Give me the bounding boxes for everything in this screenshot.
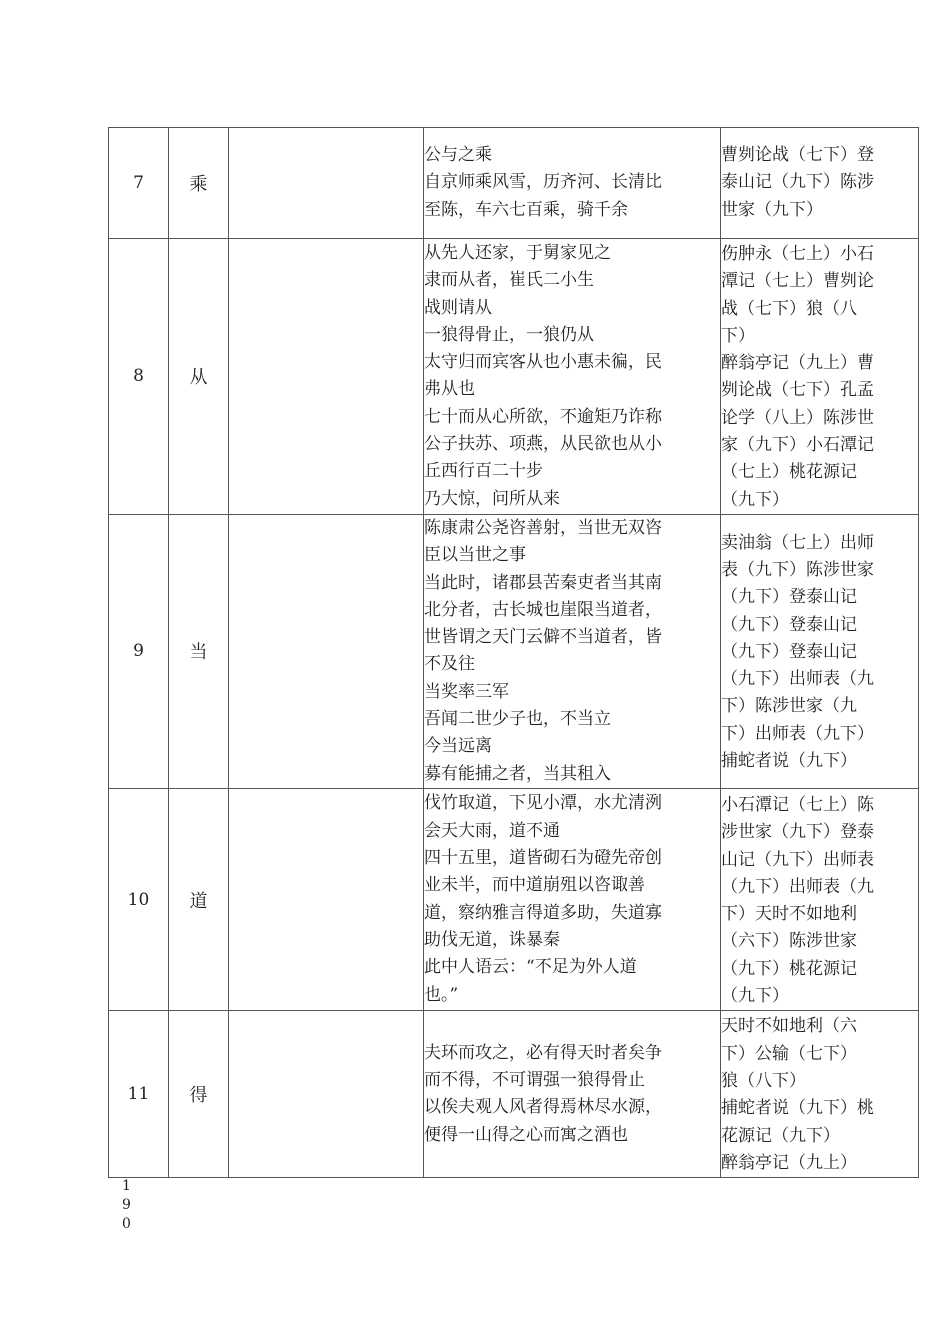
page-number-digit: 9 [122, 1197, 131, 1213]
source-line: （九下）桃花源记 [721, 958, 857, 979]
example-line: 当此时，诸郡县苦秦吏者当其南 [424, 572, 662, 593]
table-row [109, 239, 919, 515]
vocabulary-table [108, 127, 919, 1178]
source-texts [721, 239, 919, 515]
example-sentences [424, 1011, 721, 1178]
vocab-character: 乘 [169, 128, 229, 239]
example-line: 战则请从 [424, 297, 492, 318]
example-line: 公子扶苏、项燕，从民欲也从小 [424, 434, 662, 455]
example-line: 募有能捕之者，当其租入 [424, 763, 611, 784]
source-line: 捕蛇者说（九下）桃 [721, 1098, 874, 1119]
vocab-character: 当 [169, 514, 229, 788]
example-sentences [424, 239, 721, 515]
source-line: 山记（九下）出师表 [721, 849, 874, 870]
example-line: 便得一山得之心而寓之酒也 [424, 1124, 628, 1145]
source-line: 涉世家（九下）登泰 [721, 822, 874, 843]
example-line: 陈康肃公尧咨善射，当世无双咨 [424, 517, 662, 538]
example-line: 隶而从者，崔氏二小生 [424, 270, 594, 291]
source-line: 花源记（九下） [721, 1125, 840, 1146]
meaning-cell [229, 239, 424, 515]
source-line: 下）出师表（九下） [721, 723, 874, 744]
example-line: 乃大惊，问所从来 [424, 488, 560, 509]
source-line: 卖油翁（七上）出师 [721, 532, 874, 553]
example-line: 臣以当世之事 [424, 545, 526, 566]
example-line: 四十五里，道皆砌石为磴先帝创 [424, 848, 662, 869]
example-line: 从先人还家，于舅家见之 [424, 243, 611, 263]
example-line: 业未半，而中道崩殂以咨诹善 [424, 875, 645, 896]
source-texts [721, 1011, 919, 1178]
source-line: （九下） [721, 986, 789, 1007]
row-number: 8 [109, 239, 169, 515]
source-line: 战（七下）狼（八 [721, 298, 857, 319]
source-line: 家（九下）小石潭记 [721, 435, 874, 456]
source-line: 下）公输（七下） [721, 1043, 857, 1064]
row-number: 10 [109, 788, 169, 1010]
example-line: 至陈，车六七百乘，骑千余 [424, 199, 628, 220]
example-sentences [424, 514, 721, 788]
meaning-cell [229, 128, 424, 239]
example-line: 而不得，不可谓强一狼得骨止 [424, 1069, 645, 1090]
source-line: 小石潭记（七上）陈 [721, 794, 874, 815]
vocab-character: 道 [169, 788, 229, 1010]
row-number: 9 [109, 514, 169, 788]
source-line: 捕蛇者说（九下） [721, 750, 857, 771]
table-row [109, 1011, 919, 1178]
example-line: 也。” [424, 984, 459, 1005]
vocab-character: 得 [169, 1011, 229, 1178]
source-line: 世家（九下） [721, 199, 823, 220]
example-line: 当奖率三军 [424, 681, 509, 702]
source-line: 泰山记（九下）陈涉 [721, 172, 874, 193]
row-number: 7 [109, 128, 169, 239]
source-line: （九下）出师表（九 [721, 876, 874, 897]
source-line: 醉翁亭记（九上） [721, 1152, 857, 1173]
example-line: 一狼得骨止，一狼仍从 [424, 324, 594, 345]
example-line: 以俟夫观人风者得焉林尽水源， [424, 1097, 662, 1118]
source-line: 下）陈涉世家（九 [721, 696, 857, 717]
example-line: 自京师乘风雪，历齐河、长清比 [424, 172, 662, 193]
example-line: 此中人语云：“不足为外人道 [424, 957, 637, 978]
example-line: 道，察纳雅言得道多助，失道寡 [424, 902, 662, 923]
source-line: 刿论战（七下）孔孟 [721, 380, 874, 401]
source-line: （七上）桃花源记 [721, 462, 857, 483]
table-row [109, 128, 919, 239]
row-number: 11 [109, 1011, 169, 1178]
page-number-digit: 0 [122, 1216, 131, 1232]
vocab-character: 从 [169, 239, 229, 515]
source-line: 天时不如地利（六 [721, 1016, 857, 1037]
page-number-digit: 1 [122, 1178, 131, 1194]
example-line: 伐竹取道，下见小潭，水尤清洌 [424, 793, 662, 814]
example-line: 吾闻二世少子也，不当立 [424, 709, 611, 730]
meaning-cell [229, 788, 424, 1010]
table-row [109, 514, 919, 788]
source-line: （六下）陈涉世家 [721, 931, 857, 952]
source-texts [721, 514, 919, 788]
example-line: 七十而从心所欲，不逾矩乃诈称 [424, 406, 662, 427]
example-line: 弗从也 [424, 379, 475, 400]
example-line: 世皆谓之天门云僻不当道者，皆 [424, 627, 662, 648]
source-line: 潭记（七上）曹刿论 [721, 271, 874, 292]
source-line: 醉翁亭记（九上）曹 [721, 353, 874, 374]
source-line: （九下）登泰山记 [721, 587, 857, 608]
table-row [109, 788, 919, 1010]
example-line: 今当远离 [424, 736, 492, 757]
source-texts [721, 788, 919, 1010]
example-line: 会天大雨，道不通 [424, 820, 560, 841]
source-line: 下）天时不如地利 [721, 904, 857, 925]
example-sentences [424, 788, 721, 1010]
example-sentences [424, 128, 721, 239]
source-line: 论学（八上）陈涉世 [721, 407, 874, 428]
source-line: （九下）出师表（九 [721, 669, 874, 690]
example-line: 丘西行百二十步 [424, 461, 543, 482]
source-texts [721, 128, 919, 239]
example-line: 夫环而攻之，必有得天时者矣争 [424, 1042, 662, 1063]
source-line: 狼（八下） [721, 1070, 806, 1091]
source-line: 伤肿永（七上）小石 [721, 244, 874, 264]
example-line: 助伐无道，诛暴秦 [424, 929, 560, 950]
table-body [109, 128, 919, 1178]
page-number [122, 1177, 134, 1234]
meaning-cell [229, 514, 424, 788]
source-line: 下） [721, 325, 755, 346]
example-line: 公与之乘 [424, 145, 492, 166]
source-line: 曹刿论战（七下）登 [721, 145, 874, 166]
source-line: （九下）登泰山记 [721, 641, 857, 662]
source-line: （九下） [721, 489, 789, 510]
meaning-cell [229, 1011, 424, 1178]
example-line: 北分者，古长城也崖限当道者， [424, 599, 662, 620]
example-line: 太守归而宾客从也小惠未徧，民 [424, 352, 662, 373]
example-line: 不及往 [424, 654, 475, 675]
source-line: （九下）登泰山记 [721, 614, 857, 635]
source-line: 表（九下）陈涉世家 [721, 559, 874, 580]
